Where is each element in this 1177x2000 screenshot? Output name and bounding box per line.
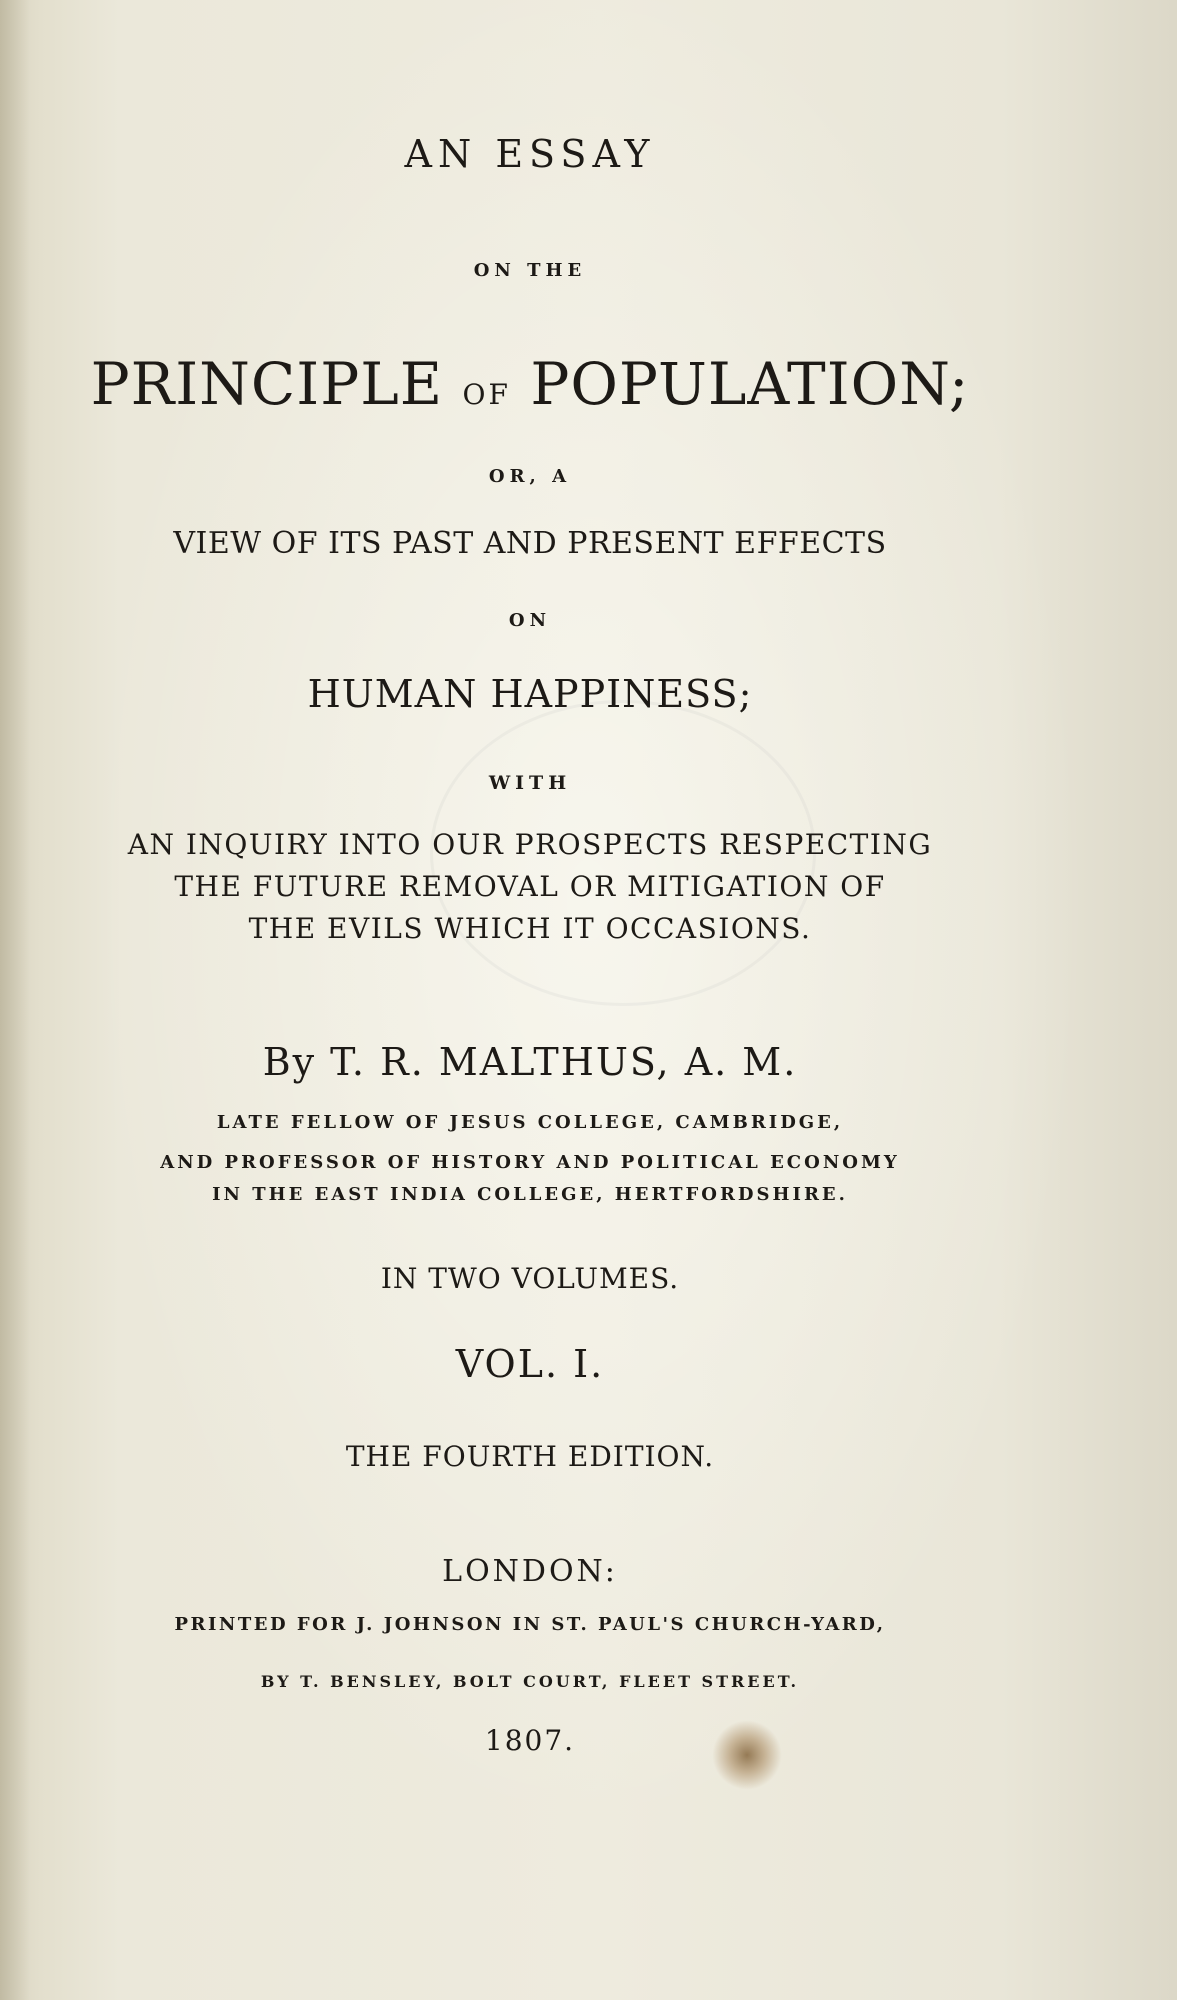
- inquiry-line-3: THE EVILS WHICH IT OCCASIONS.: [248, 912, 812, 945]
- on-line: ON: [508, 610, 552, 631]
- on-the-line: ON THE: [473, 260, 587, 281]
- imprint-publisher: PRINTED FOR J. JOHNSON IN ST. PAUL'S CHURCH-YARD,: [174, 1614, 886, 1635]
- with-line: WITH: [488, 772, 572, 794]
- edition-line: THE FOURTH EDITION.: [345, 1440, 715, 1473]
- spine-shadow: [0, 0, 30, 2000]
- imprint-city: LONDON:: [442, 1554, 618, 1589]
- subtitle-human-happiness: HUMAN HAPPINESS;: [307, 672, 753, 716]
- imprint-printer: BY T. BENSLEY, BOLT COURT, FLEET STREET.: [260, 1672, 800, 1691]
- volumes-line: IN TWO VOLUMES.: [380, 1262, 680, 1295]
- imprint-year: 1807.: [484, 1724, 576, 1757]
- main-title-principle: PRINCIPLE: [90, 350, 444, 418]
- essay-heading: AN ESSAY: [404, 132, 656, 176]
- or-a-line: OR, A: [488, 466, 572, 487]
- author-credential-fellow: LATE FELLOW OF JESUS COLLEGE, CAMBRIDGE,: [216, 1112, 844, 1133]
- author-line: By T. R. MALTHUS, A. M.: [262, 1040, 798, 1084]
- author-credential-college: IN THE EAST INDIA COLLEGE, HERTFORDSHIRE.: [212, 1184, 848, 1205]
- author-credential-professor: AND PROFESSOR OF HISTORY AND POLITICAL ECONOMY: [160, 1152, 900, 1173]
- subtitle-view: VIEW OF ITS PAST AND PRESENT EFFECTS: [173, 526, 887, 561]
- volume-number: VOL. I.: [455, 1342, 605, 1386]
- main-title-of: OF: [462, 378, 511, 411]
- main-title-population: POPULATION;: [530, 350, 970, 418]
- main-title: [0, 350, 1060, 418]
- inquiry-line-1: AN INQUIRY INTO OUR PROSPECTS RESPECTING: [127, 828, 933, 861]
- inquiry-line-2: THE FUTURE REMOVAL OR MITIGATION OF: [174, 870, 886, 903]
